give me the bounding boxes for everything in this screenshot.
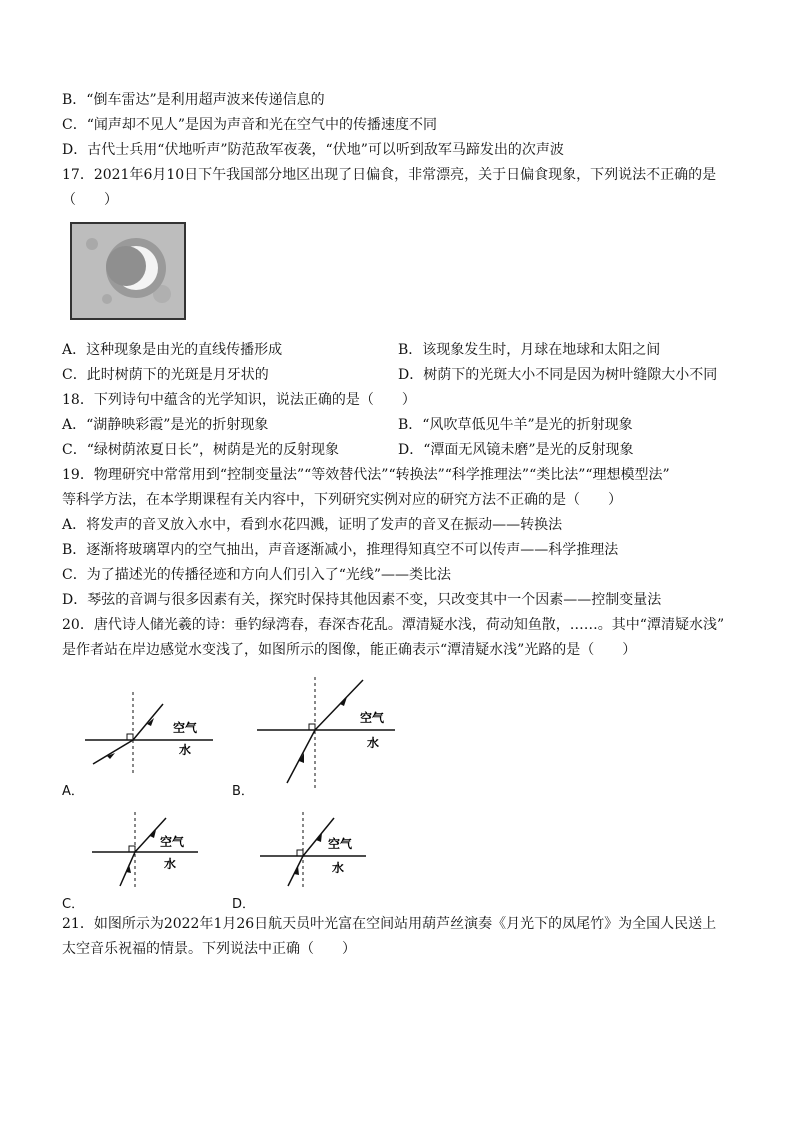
diagram-c-label: C． <box>62 897 85 912</box>
q17-option-b: B．该现象发生时，月球在地球和太阳之间 <box>398 342 661 358</box>
q18-option-c: C．“绿树荫浓夏日长”，树荫是光的反射现象 <box>62 442 340 458</box>
solar-eclipse-photo <box>70 222 186 320</box>
q18-option-b: B．“风吹草低见牛羊”是光的折射现象 <box>398 417 633 433</box>
diagram-d-label: D． <box>232 897 256 912</box>
water-label: 水 <box>332 861 345 875</box>
question-17: 17．2021年6月10日下午我国部分地区出现了日偏食，非常漂亮，关于日偏食现象，下列说法不正确的是 <box>62 167 717 183</box>
q19-option-d: D．琴弦的音调与很多因素有关，探究时保持其他因素不变，只改变其中一个因素——控制变量法 <box>62 592 662 608</box>
q17-option-d: D．树荫下的光斑大小不同是因为树叶缝隙大小不同 <box>398 367 718 383</box>
diagram-a-label: A． <box>62 784 84 799</box>
q17-option-c: C．此时树荫下的光斑是月牙状的 <box>62 367 269 383</box>
q18-option-a: A．“湖静映彩霞”是光的折射现象 <box>62 417 269 433</box>
q19-option-a: A．将发声的音叉放入水中，看到水花四溅，证明了发声的音叉在振动——转换法 <box>62 517 563 533</box>
question-19: 19．物理研究中常常用到“控制变量法”“等效替代法”“转换法”“科学推理法”“类比法”“理想模型法” <box>62 467 670 483</box>
water-label: 水 <box>164 857 177 871</box>
refraction-diagram-a <box>85 690 215 775</box>
refraction-diagram-b <box>255 675 400 790</box>
q16-option-c: C．“闻声却不见人”是因为声音和光在空气中的传播速度不同 <box>62 117 438 133</box>
question-20-cont: 是作者站在岸边感觉水变浅了，如图所示的图像，能正确表示“潭清疑水浅”光路的是（ ） <box>62 642 637 658</box>
air-label: 空气 <box>173 721 198 735</box>
question-21: 21．如图所示为2022年1月26日航天员叶光富在空间站用葫芦丝演奏《月光下的凤尾竹》为全国人民送上 <box>62 916 717 932</box>
question-19-cont: 等科学方法，在本学期课程有关内容中，下列研究实例对应的研究方法不正确的是（ ） <box>62 492 622 508</box>
air-label: 空气 <box>160 835 185 849</box>
water-label: 水 <box>367 736 380 750</box>
q18-option-d: D．“潭面无风镜未磨”是光的反射现象 <box>398 442 634 458</box>
question-20: 20．唐代诗人储光羲的诗：垂钓绿湾春，春深杏花乱。潭清疑水浅，荷动知鱼散，……。其中“潭清疑水浅” <box>62 617 725 633</box>
air-label: 空气 <box>328 837 353 851</box>
water-label: 水 <box>179 743 192 757</box>
question-18: 18．下列诗句中蕴含的光学知识，说法正确的是（ ） <box>62 392 416 408</box>
q17-option-a: A．这种现象是由光的直线传播形成 <box>62 342 283 358</box>
diagram-b-label: B． <box>232 784 254 799</box>
question-17-bracket: （ ） <box>62 192 118 208</box>
refraction-diagram-d <box>258 810 368 890</box>
q19-option-c: C．为了描述光的传播径迹和方向人们引入了“光线”——类比法 <box>62 567 452 583</box>
question-21-cont: 太空音乐祝福的情景。下列说法中正确（ ） <box>62 941 356 957</box>
q19-option-b: B．逐渐将玻璃罩内的空气抽出，声音逐渐减小，推理得知真空不可以传声——科学推理法 <box>62 542 619 558</box>
air-label: 空气 <box>360 711 385 725</box>
q16-option-d: D．古代士兵用“伏地听声”防范敌军夜袭，“伏地”可以听到敌军马蹄发出的次声波 <box>62 142 564 158</box>
refraction-diagram-c <box>90 810 200 890</box>
q16-option-b: B．“倒车雷达”是利用超声波来传递信息的 <box>62 92 325 108</box>
